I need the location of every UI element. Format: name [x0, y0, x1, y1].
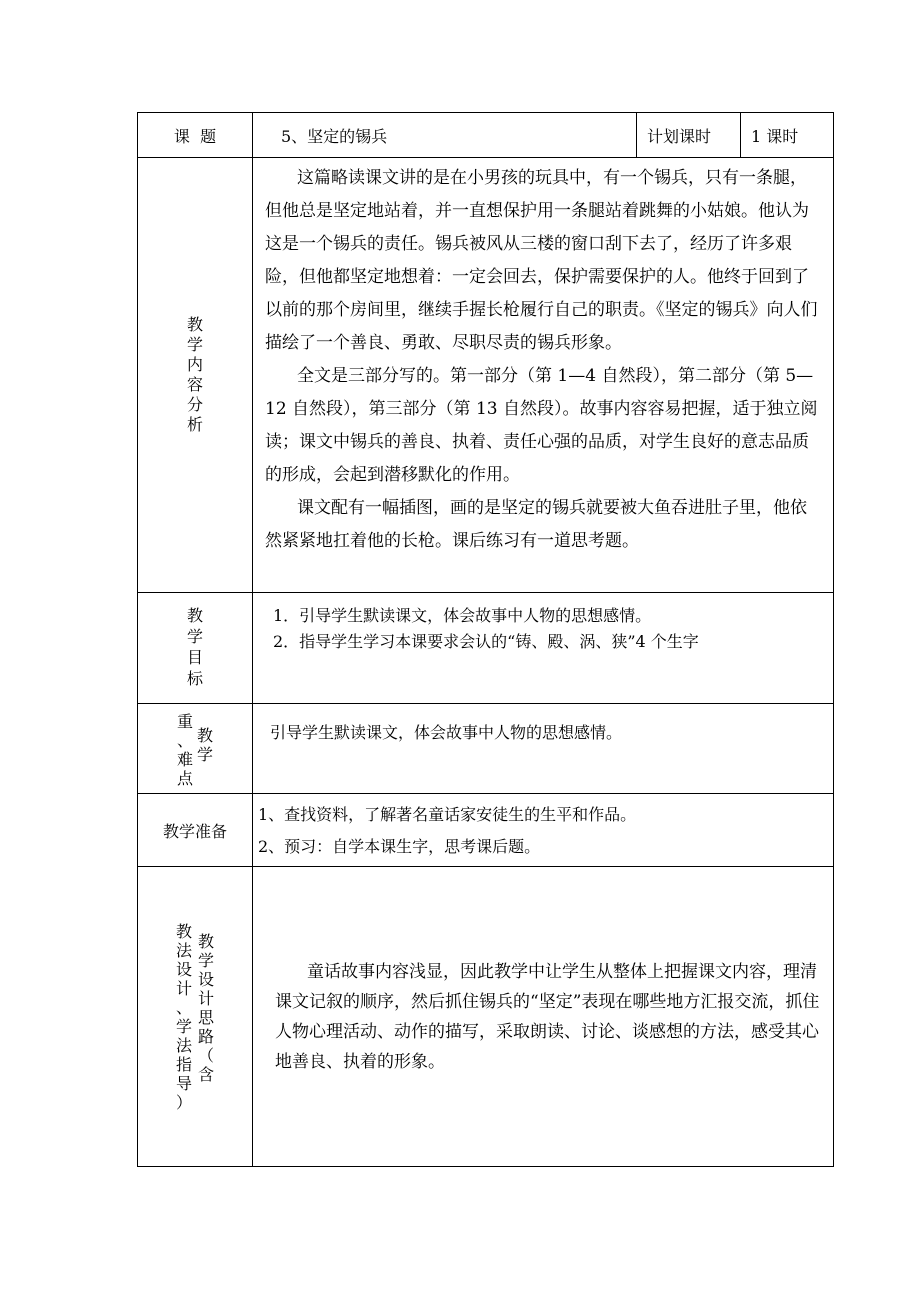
analysis-paragraph: 全文是三部分写的。第一部分（第 1—4 自然段），第二部分（第 5—12 自然段），第三部分（第 13 自然段）。故事内容容易把握，适于独立阅读；课文中锡兵的善良、执着、责任心强的品质，对学生良好的意志品质的形成，会起到潜移默化的作用。: [265, 366, 818, 485]
teaching-design-row: [138, 866, 833, 1166]
lesson-plan-table: [137, 112, 834, 1167]
teaching-goals-row: [138, 592, 833, 703]
plan-hours-value: 1 课时: [751, 126, 799, 146]
content-analysis-label: 教 学 内 容 分 析: [138, 158, 253, 592]
teaching-design-label: 教 法 设 计 、 学 法 指 导 ） 教 学 设 计 思 路 （ 含: [138, 867, 253, 1166]
key-points-row: [138, 703, 833, 793]
key-points-label: 重 、 难 点 教 学: [138, 704, 253, 793]
goal-item: 1．引导学生默读课文，体会故事中人物的思想感情。: [273, 606, 652, 625]
lesson-title: 5、坚定的锡兵: [253, 113, 637, 157]
teaching-goals-label: 教 学 目 标: [138, 593, 253, 703]
preparation-item: 2、预习：自学本课生字，思考课后题。: [258, 837, 541, 856]
content-analysis-row: [138, 157, 833, 592]
analysis-paragraph: 这篇略读课文讲的是在小男孩的玩具中，有一个锡兵，只有一条腿，但他总是坚定地站着，并一直想保护用一条腿站着跳舞的小姑娘。他认为这是一个锡兵的责任。锡兵被风从三楼的窗口刮下去了，经历了许多艰险，但他都坚定地想着：一定会回去，保护需要保护的人。他终于回到了以前的那个房间里，继续手握长枪履行自己的职责。《坚定的锡兵》向人们描绘了一个善良、勇敢、尽职尽责的锡兵形象。: [265, 168, 818, 353]
lesson-title-row: [138, 113, 833, 157]
teaching-goals-list: [253, 593, 833, 703]
preparation-list: [253, 794, 833, 866]
teaching-design-text: 童话故事内容浅显，因此教学中让学生从整体上把握课文内容，理清课文记叙的顺序，然后抓住锡兵的“坚定”表现在哪些地方汇报交流，抓住人物心理活动、动作的描写，采取朗读、讨论、谈感想的方法，感受其心地善良、执着的形象。: [275, 961, 820, 1072]
analysis-paragraph: 课文配有一幅插图，画的是坚定的锡兵就要被大鱼吞进肚子里，他依然紧紧地扛着他的长枪。课后练习有一道思考题。: [265, 498, 807, 551]
key-points-text: 引导学生默读课文，体会故事中人物的思想感情。: [270, 723, 623, 742]
preparation-item: 1、查找资料，了解著名童话家安徒生的生平和作品。: [258, 805, 637, 824]
content-analysis-text: [253, 158, 833, 592]
plan-hours-label: 计划课时: [637, 113, 741, 157]
goal-item: 2．指导学生学习本课要求会认的“铸、殿、涡、狭”4 个生字: [273, 632, 699, 651]
preparation-row: [138, 793, 833, 866]
lesson-label: 课 题: [138, 113, 253, 157]
preparation-label: 教学准备: [138, 794, 253, 866]
